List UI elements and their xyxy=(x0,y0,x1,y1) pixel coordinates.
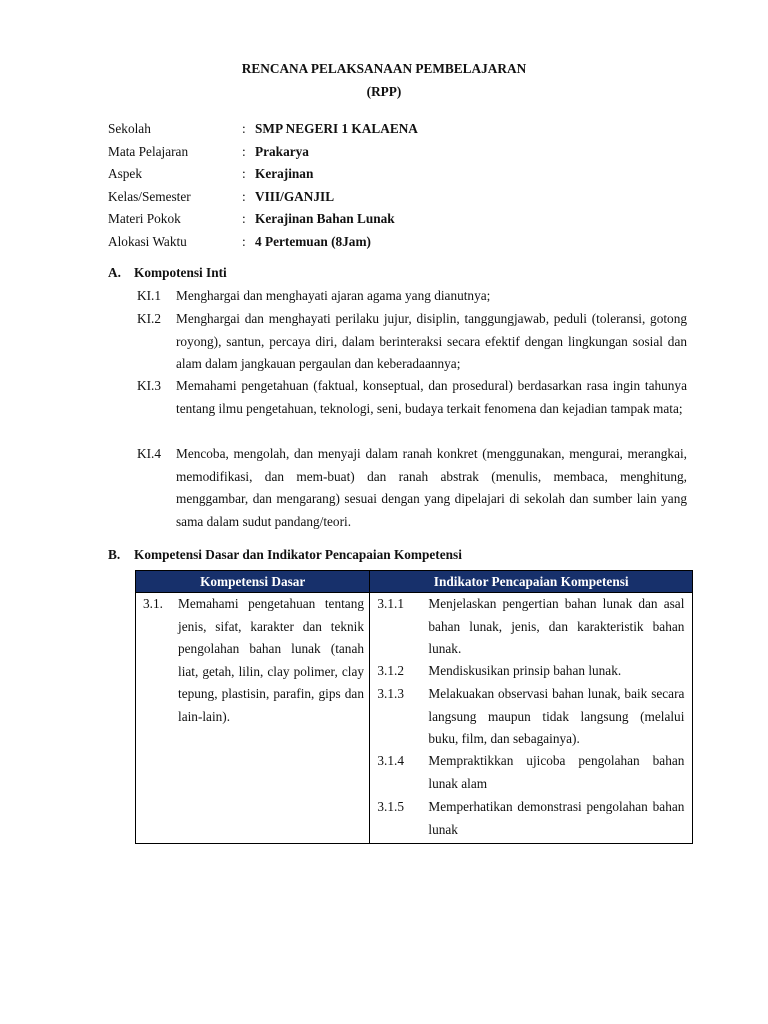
info-label: Kelas/Semester xyxy=(108,188,191,204)
ki-code: KI.4 xyxy=(137,446,162,461)
info-label: Sekolah xyxy=(108,121,151,136)
kd-number: 3.1. xyxy=(143,596,163,611)
info-value: SMP NEGERI 1 KALAENA xyxy=(255,121,418,136)
kd-text: Memahami pengetahuan tentang jenis, sifat, karakter dan teknik pengolahan bahan lunak (tanah liat, getah, lilin, clay polimer, clay tepung, plastisin, parafin, gips dan lain-lain). xyxy=(178,596,364,724)
ki-code: KI.1 xyxy=(137,288,162,303)
info-value: Kerajinan Bahan Lunak xyxy=(255,211,395,227)
kd-cell xyxy=(136,593,370,844)
info-colon: : xyxy=(242,211,246,227)
info-colon: : xyxy=(242,166,246,182)
info-colon: : xyxy=(242,121,246,136)
ki-text: Menghargai dan menghayati ajaran agama yang dianutnya; xyxy=(176,288,491,303)
info-value: Prakarya xyxy=(255,143,309,159)
section-letter: B. xyxy=(108,547,121,562)
info-row-class xyxy=(108,188,418,211)
info-label: Materi Pokok xyxy=(108,211,181,227)
info-colon: : xyxy=(242,188,246,204)
indicator-text: Mendiskusikan prinsip bahan lunak. xyxy=(428,663,622,678)
section-b-heading xyxy=(108,547,462,563)
ki-text: Menghargai dan menghayati perilaku jujur, disiplin, tanggungjawab, peduli (toleransi, gotong royong), santun, percaya diri, dalam berinteraksi secara efektif dengan lingkungan sosial dan alam dalam jangkauan pergaulan dan keberadaannya; xyxy=(176,311,687,372)
indicator-number: 3.1.4 xyxy=(377,753,404,768)
document-title: RENCANA PELAKSANAAN PEMBELAJARAN xyxy=(241,61,527,76)
identity-block xyxy=(108,120,418,256)
info-row-material xyxy=(108,210,418,233)
info-row-aspect xyxy=(108,165,418,188)
indicator-text: Menjelaskan pengertian bahan lunak dan asal bahan lunak, jenis, dan karakteristik bahan lunak. xyxy=(428,596,685,657)
info-value: 4 Pertemuan (8Jam) xyxy=(255,233,371,249)
document-subtitle: (RPP) xyxy=(366,84,402,99)
section-letter: A. xyxy=(108,265,121,280)
indicator-number: 3.1.5 xyxy=(377,799,404,814)
section-title: Kompotensi Inti xyxy=(134,265,227,280)
info-label: Mata Pelajaran xyxy=(108,143,189,159)
ki-code: KI.3 xyxy=(137,378,162,393)
table-row xyxy=(136,593,693,844)
section-a-heading xyxy=(108,265,227,281)
info-value: VIII/GANJIL xyxy=(255,188,335,204)
section-title: Kompetensi Dasar dan Indikator Pencapaian Kompetensi xyxy=(134,547,462,562)
indicator-number: 3.1.1 xyxy=(377,596,404,611)
indicator-number: 3.1.2 xyxy=(377,663,404,678)
info-value: Kerajinan xyxy=(255,166,314,182)
info-row-time xyxy=(108,233,418,256)
table-header-kd: Kompetensi Dasar xyxy=(136,571,370,593)
info-colon: : xyxy=(242,143,246,159)
competency-table xyxy=(135,570,693,844)
indicator-number: 3.1.3 xyxy=(377,686,404,701)
info-label: Aspek xyxy=(108,166,142,182)
table-header-row xyxy=(136,571,693,593)
info-row-subject xyxy=(108,143,418,166)
ki-text: Memahami pengetahuan (faktual, konseptual, dan prosedural) berdasarkan rasa ingin tahunya tentang ilmu pengetahuan, teknologi, seni, budaya terkait fenomena dan kejadian tampak mata; xyxy=(176,378,687,416)
indicator-cell xyxy=(370,593,693,844)
indicator-text: Mempraktikkan ujicoba pengolahan bahan lunak alam xyxy=(428,753,685,791)
ki-text: Mencoba, mengolah, dan menyaji dalam ranah konkret (menggunakan, mengurai, merangkai, memodifikasi, dan mem-buat) dan ranah abstrak (menulis, membaca, menghitung, menggambar, dan mengarang) sesuai dengan yang dipelajari di sekolah dan sumber lain yang sama dalam sudut pandang/teori. xyxy=(176,446,687,529)
ki-code: KI.2 xyxy=(137,311,162,326)
info-label: Alokasi Waktu xyxy=(108,233,187,249)
table-header-indicator: Indikator Pencapaian Kompetensi xyxy=(370,571,693,593)
info-row-school xyxy=(108,120,418,143)
indicator-text: Melakuakan observasi bahan lunak, baik secara langsung maupun tidak langsung (melalui buku, film, dan sebagainya). xyxy=(428,686,685,747)
info-colon: : xyxy=(242,233,246,249)
indicator-text: Memperhatikan demonstrasi pengolahan bahan lunak xyxy=(428,799,685,837)
